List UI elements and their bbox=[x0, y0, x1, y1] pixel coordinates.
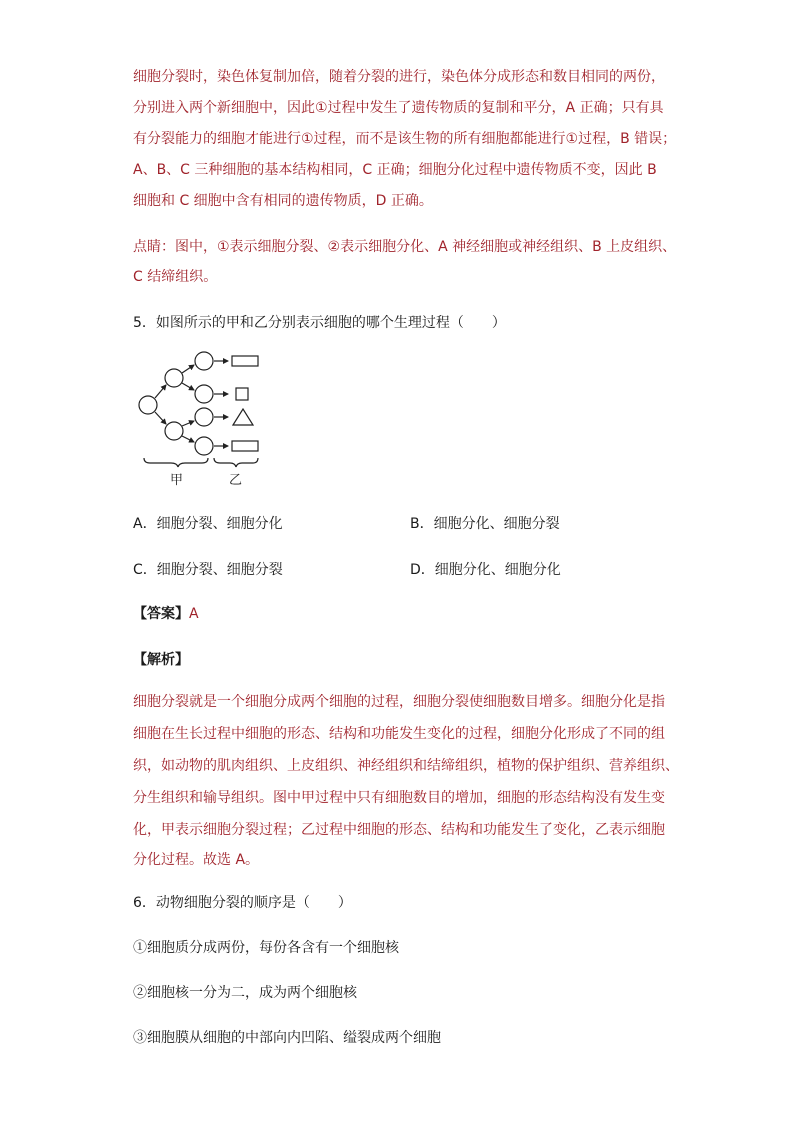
prev-explanation-line: 细胞和 C 细胞中含有相同的遗传物质，D 正确。 bbox=[133, 193, 433, 209]
analysis-line: 细胞分裂就是一个细胞分成两个细胞的过程，细胞分裂使细胞数目增多。细胞分化是指 bbox=[133, 694, 665, 710]
long-rectangle-cell bbox=[232, 356, 258, 366]
brace-yi bbox=[214, 458, 258, 467]
prev-explanation-line: A、B、C 三种细胞的基本结构相同，C 正确；细胞分化过程中遗传物质不变，因此 B bbox=[133, 162, 657, 178]
answer-value: A bbox=[189, 606, 199, 622]
analysis-line: 分生组织和输导组织。图中甲过程中只有细胞数目的增加，细胞的形态结构没有发生变 bbox=[133, 790, 665, 806]
question-6-item: ②细胞核一分为二，成为两个细胞核 bbox=[133, 985, 357, 1001]
square-cell bbox=[236, 388, 248, 400]
cell-gen3 bbox=[195, 385, 213, 403]
analysis-line: 化，甲表示细胞分裂过程；乙过程中细胞的形态、结构和功能发生了变化，乙表示细胞 bbox=[133, 822, 665, 838]
cell-gen2-bottom bbox=[165, 422, 183, 440]
analysis-tag: 【解析】 bbox=[133, 652, 189, 668]
prev-tip-line: C 结缔组织。 bbox=[133, 269, 218, 285]
question-6-stem: 6．动物细胞分裂的顺序是（ ） bbox=[133, 895, 352, 911]
prev-explanation-line: 分别进入两个新细胞中，因此①过程中发生了遗传物质的复制和平分，A 正确；只有具 bbox=[133, 100, 664, 116]
triangle-cell bbox=[233, 409, 253, 425]
option-c[interactable]: C．细胞分裂、细胞分裂 bbox=[133, 562, 283, 578]
prev-explanation-line: 有分裂能力的细胞才能进行①过程，而不是该生物的所有细胞都能进行①过程，B 错误； bbox=[133, 131, 677, 147]
analysis-line: 分化过程。故选 A。 bbox=[133, 852, 260, 868]
brace-jia bbox=[144, 458, 208, 467]
cell-gen2-top bbox=[165, 369, 183, 387]
label-yi: 乙 bbox=[229, 473, 243, 488]
question-6-item: ③细胞膜从细胞的中部向内凹陷、缢裂成两个细胞 bbox=[133, 1030, 441, 1046]
option-a[interactable]: A．细胞分裂、细胞分化 bbox=[133, 516, 283, 532]
cell-gen3 bbox=[195, 408, 213, 426]
label-jia: 甲 bbox=[170, 473, 184, 488]
option-b[interactable]: B．细胞分化、细胞分裂 bbox=[410, 516, 560, 532]
cell-gen3 bbox=[195, 352, 213, 370]
question-6-item: ①细胞质分成两份，每份各含有一个细胞核 bbox=[133, 940, 399, 956]
long-rectangle-cell bbox=[232, 441, 258, 451]
option-d[interactable]: D．细胞分化、细胞分化 bbox=[410, 562, 561, 578]
prev-tip-line: 点睛：图中，①表示细胞分裂、②表示细胞分化、A 神经细胞或神经组织、B 上皮组织、 bbox=[133, 239, 677, 255]
cell-gen3 bbox=[195, 437, 213, 455]
analysis-line: 织，如动物的肌肉组织、上皮组织、神经组织和结缔组织，植物的保护组织、营养组织、 bbox=[133, 758, 679, 774]
prev-explanation-line: 细胞分裂时，染色体复制加倍，随着分裂的进行，染色体分成形态和数目相同的两份， bbox=[133, 69, 665, 85]
cell-process-figure bbox=[130, 345, 270, 490]
analysis-line: 细胞在生长过程中细胞的形态、结构和功能发生变化的过程，细胞分化形成了不同的组 bbox=[133, 726, 665, 742]
question-5-stem: 5．如图所示的甲和乙分别表示细胞的哪个生理过程（ ） bbox=[133, 315, 506, 331]
origin-cell bbox=[139, 396, 157, 414]
answer-row bbox=[133, 604, 199, 624]
answer-tag: 【答案】 bbox=[133, 606, 189, 622]
